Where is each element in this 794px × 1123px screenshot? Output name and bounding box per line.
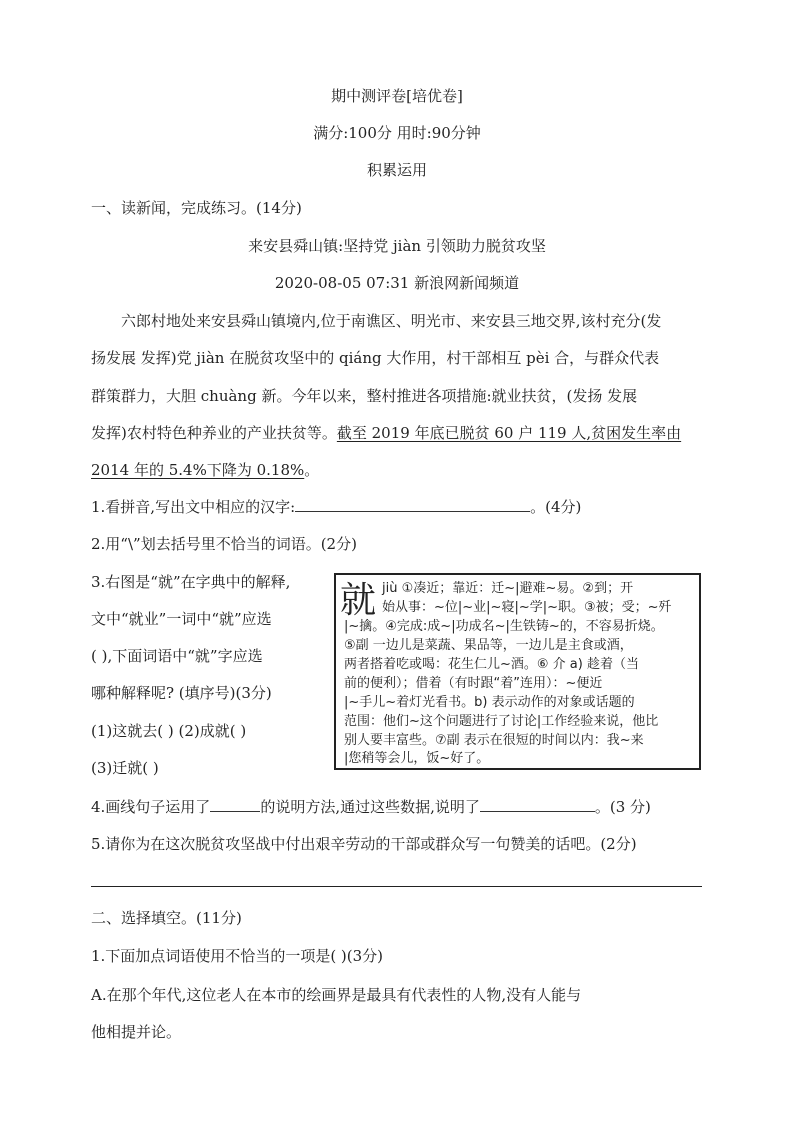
dictionary-line: |~擒。④完成:成~|功成名~|生铁铸~的，不容易折烧。 — [344, 619, 664, 634]
news-para-line — [91, 460, 319, 480]
dictionary-line: 两者搭着吃或喝：花生仁儿~酒。⑥ 介 a) 趁着（当 — [344, 657, 639, 672]
answer-blank[interactable] — [480, 797, 595, 812]
q1-sub3-line: (1)这就去( ) (2)成就( ) — [91, 722, 247, 740]
q1-sub1: 1.看拼音,写出文中相应的汉字: 。(4分) — [91, 498, 582, 516]
q1-heading: 一、读新闻，完成练习。(14分) — [91, 199, 302, 217]
q1-sub3-line: 文中“就业”一词中“就”应选 — [91, 610, 272, 628]
q1-sub5: 5.请你为在这次脱贫攻坚战中付出艰辛劳动的干部或群众写一句赞美的话吧。(2分) — [91, 835, 637, 853]
q1-sub4: 4.画线句子运用了 的说明方法,通过这些数据,说明了 。(3 分) — [91, 798, 651, 816]
dictionary-line: jiù ①凑近；靠近：迁~|避难~易。②到；开 — [382, 581, 634, 596]
news-para-line: 扬发展 发挥)党 jiàn 在脱贫攻坚中的 qiáng 大作用，村干部相互 pèi 合，与群众代表 — [91, 349, 660, 367]
news-para-line: 群策群力，大胆 chuàng 新。今年以来，整村推进各项措施:就业扶贫，(发扬 发展 — [91, 387, 638, 405]
answer-line[interactable] — [91, 886, 702, 887]
dictionary-line: |您稍等会儿，饭~好了。 — [344, 751, 490, 766]
page-title: 期中测评卷[培优卷] — [331, 87, 463, 105]
underlined-sentence: 截至 2019 年底已脱贫 60 户 119 人,贫困发生率由 — [336, 424, 682, 442]
news-source: 2020-08-05 07:31 新浪网新闻频道 — [274, 274, 520, 292]
dictionary-line: 前的便利）；借着（有时跟“着”连用）：~便近 — [344, 676, 603, 691]
dictionary-line: 别人要丰富些。⑦副 表示在很短的时间以内：我~来 — [344, 733, 644, 748]
q1-sub3-line: ( ),下面词语中“就”字应选 — [91, 647, 263, 665]
dictionary-entry-box — [334, 573, 701, 770]
q2-sub1: 1.下面加点词语使用不恰当的一项是( )(3分) — [91, 947, 384, 965]
q1-sub2: 2.用“\”划去括号里不恰当的词语。(2分) — [91, 535, 357, 553]
q1-sub3-line: (3)迁就( ) — [91, 759, 159, 777]
q2-option-a: A.在那个年代,这位老人在本市的绘画界是最具有代表性的人物,没有人能与 — [91, 986, 582, 1004]
period: 。 — [304, 461, 320, 479]
answer-blank[interactable] — [295, 497, 530, 512]
q1-sub3-line: 3.右图是“就”在字典中的解释, — [91, 573, 291, 591]
section-title: 积累运用 — [366, 161, 427, 179]
dictionary-line: 范围：他们~这个问题进行了讨论|工作经验来说，他比 — [344, 714, 659, 729]
dictionary-line: |~手儿~着灯光看书。b) 表示动作的对象或话题的 — [344, 695, 635, 710]
q2-heading: 二、选择填空。(11分) — [91, 909, 242, 927]
answer-blank[interactable] — [210, 797, 260, 812]
dictionary-headword: 就 — [340, 580, 377, 621]
dictionary-line: 始从事：~位|~业|~寝|~学|~职。③被；受；~歼 — [382, 600, 672, 615]
news-title: 来安县舜山镇:坚持党 jiàn 引领助力脱贫攻坚 — [248, 237, 546, 255]
exam-meta: 满分:100分 用时:90分钟 — [313, 124, 481, 142]
dictionary-line: ⑤副 一边儿是菜蔬、果品等，一边儿是主食或酒， — [344, 638, 633, 653]
news-para-line: 六郎村地处来安县舜山镇境内,位于南谯区、明光市、来安县三地交界,该村充分(发 — [121, 312, 662, 330]
underlined-sentence: 2014 年的 5.4%下降为 0.18% — [91, 461, 305, 479]
news-para-line — [91, 423, 681, 443]
q2-option-a-cont: 他相提并论。 — [91, 1023, 182, 1041]
news-para-text: 发挥)农村特色种养业的产业扶贫等。 — [91, 424, 337, 442]
q1-sub3-line: 哪种解释呢? (填序号)(3分) — [91, 684, 272, 702]
